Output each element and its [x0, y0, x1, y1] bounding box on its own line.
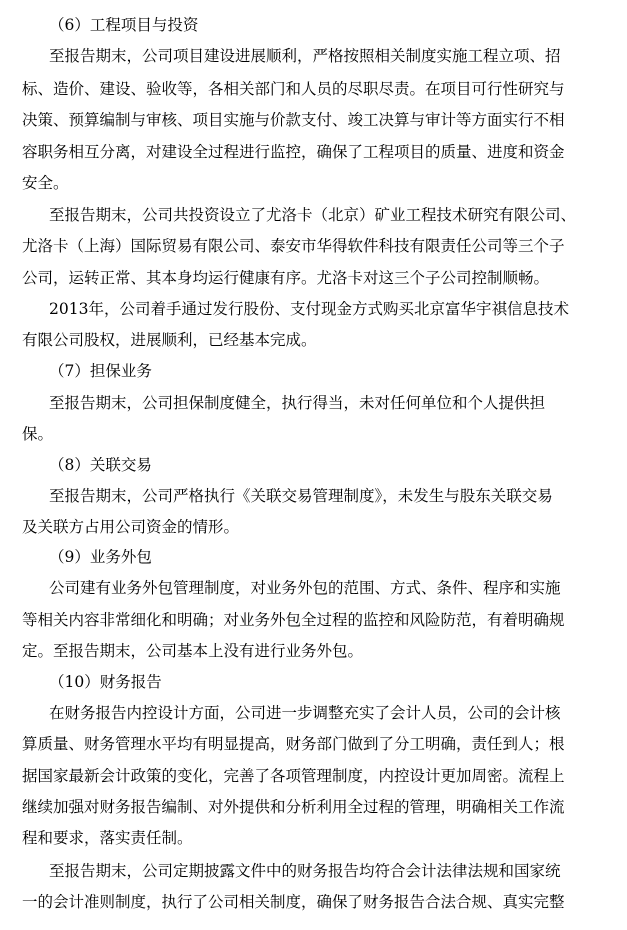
- paragraph-line: 公司建有业务外包管理制度，对业务外包的范围、方式、条件、程序和实施: [49, 579, 561, 597]
- paragraph-line: 定。至报告期末，公司基本上没有进行业务外包。: [22, 642, 364, 660]
- paragraph-line: 尤洛卡（上海）国际贸易有限公司、泰安市华得软件科技有限责任公司等三个子: [22, 237, 565, 255]
- paragraph-line: 标、造价、建设、验收等，各相关部门和人员的尽职尽责。在项目可行性研究与: [22, 80, 565, 98]
- paragraph-line: 等相关内容非常细化和明确；对业务外包全过程的监控和风险防范，有着明确规: [22, 611, 565, 629]
- paragraph-line: 至报告期末，公司严格执行《关联交易管理制度》，未发生与股东关联交易: [49, 487, 553, 505]
- paragraph-line: 在财务报告内控设计方面，公司进一步调整充实了会计人员，公司的会计核: [49, 704, 561, 722]
- section-heading-9: （9）业务外包: [49, 548, 152, 566]
- paragraph-line: 一的会计准则制度，执行了公司相关制度，确保了财务报告合法合规、真实完整: [22, 893, 565, 911]
- paragraph-line: 至报告期末，公司项目建设进展顺利，严格按照相关制度实施工程立项、招: [49, 47, 561, 65]
- paragraph-line: 至报告期末，公司担保制度健全，执行得当，未对任何单位和个人提供担: [49, 394, 546, 412]
- paragraph-line: 程和要求，落实责任制。: [22, 829, 193, 847]
- paragraph-line: 算质量、财务管理水平均有明显提高，财务部门做到了分工明确，责任到人；根: [22, 735, 565, 753]
- paragraph-line: 容职务相互分离，对建设全过程进行监控，确保了工程项目的质量、进度和资金: [22, 143, 565, 161]
- paragraph-line: 有限公司股权，进展顺利，已经基本完成。: [22, 331, 317, 349]
- paragraph-line: 保。: [22, 425, 54, 443]
- paragraph-line: 至报告期末，公司定期披露文件中的财务报告均符合会计法律法规和国家统: [49, 862, 561, 880]
- paragraph-line: 2013年，公司着手通过发行股份、支付现金方式购买北京富华宇祺信息技术: [49, 300, 569, 318]
- paragraph-line: 至报告期末，公司共投资设立了尤洛卡（北京）矿业工程技术研究有限公司、: [49, 206, 577, 224]
- paragraph-line: 公司，运转正常、其本身均运行健康有序。尤洛卡对这三个子公司控制顺畅。: [22, 269, 550, 287]
- paragraph-line: 安全。: [22, 174, 69, 192]
- section-heading-10: （10）财务报告: [49, 673, 162, 691]
- paragraph-line: 据国家最新会计政策的变化，完善了各项管理制度，内控设计更加周密。流程上: [22, 767, 565, 785]
- section-heading-8: （8）关联交易: [49, 456, 152, 474]
- section-heading-7: （7）担保业务: [49, 362, 152, 380]
- paragraph-line: 继续加强对财务报告编制、对外提供和分析利用全过程的管理，明确相关工作流: [22, 798, 565, 816]
- section-heading-6: （6）工程项目与投资: [49, 16, 199, 34]
- paragraph-line: 及关联方占用公司资金的情形。: [22, 518, 240, 536]
- paragraph-line: 决策、预算编制与审核、项目实施与价款支付、竣工决算与审计等方面实行不相: [22, 111, 565, 129]
